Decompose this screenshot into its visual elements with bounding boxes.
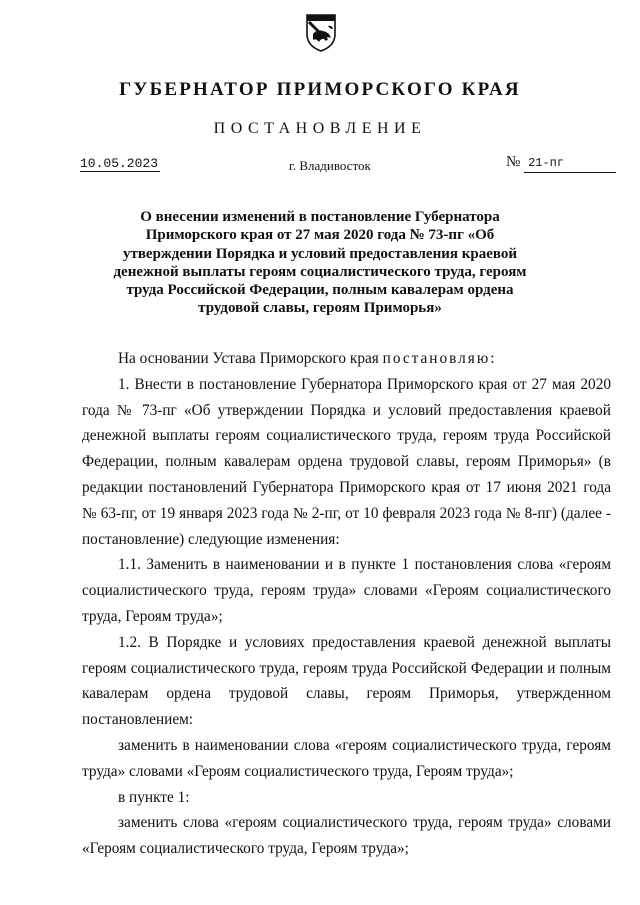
document-date: 10.05.2023 [80, 156, 159, 171]
intro-paragraph: На основании Устава Приморского края постановляю: [118, 350, 497, 367]
number-value: 21-пг [524, 155, 616, 173]
paragraph-1: 1. Внести в постановление Губернатора Приморского края от 27 мая 2020 года № 73-пг «Об утверждении Порядка и условий предоставления краевой денежной выплаты героям социалистического труда, героям труда Российской Федерации, полным кавалерам ордена трудовой славы, героям Приморья» (в редакции постановлений Губернатора Приморского края от 17 июня 2021 года № 63-пг, от 19 января 2023 года № 2-пг, от 10 февраля 2023 года № 8-пг) (далее - постановление) следующие изменения: [82, 375, 611, 548]
governor-title: ГУБЕРНАТОР ПРИМОРСКОГО КРАЯ [119, 79, 521, 100]
document-city: г. Владивосток [289, 158, 371, 173]
document-number [506, 154, 616, 173]
paragraph-replace-words: заменить слова «героям социалистического труда, героям труда» словами «Героям социалистического труда, Героям труда»; [82, 814, 611, 858]
document-type: ПОСТАНОВЛЕНИЕ [213, 120, 427, 137]
paragraph-1-2: 1.2. В Порядке и условиях предоставления краевой денежной выплаты героям социалистического труда, героям труда Российской Федерации и полным кавалерам ордена трудовой славы, героям Приморья, утвержденном постановлением: [82, 633, 611, 729]
document-body [82, 346, 611, 862]
coat-of-arms-icon [305, 12, 337, 52]
document-heading: О внесении изменений в постановление Губернатора Приморского края от 27 мая 2020 года № 73-пг «Об утверждении Порядка и условий предоставления краевой денежной выплаты героям социалистического труда, героям труда Российской Федерации, полным кавалерам ордена трудовой славы, героям Приморья» [113, 209, 527, 317]
paragraph-point-1: в пункте 1: [118, 788, 190, 806]
resolve-word: постановляю: [382, 350, 497, 367]
paragraph-1-1: 1.1. Заменить в наименовании и в пункте 1 постановления слова «героям социалистического труда, героям труда» словами «Героям социалистического труда, Героям труда»; [82, 556, 611, 625]
number-sign: № [506, 154, 521, 170]
paragraph-replace-name: заменить в наименовании слова «героям социалистического труда, героям труда» словами «Героям социалистического труда, Героям труда»; [82, 736, 611, 780]
